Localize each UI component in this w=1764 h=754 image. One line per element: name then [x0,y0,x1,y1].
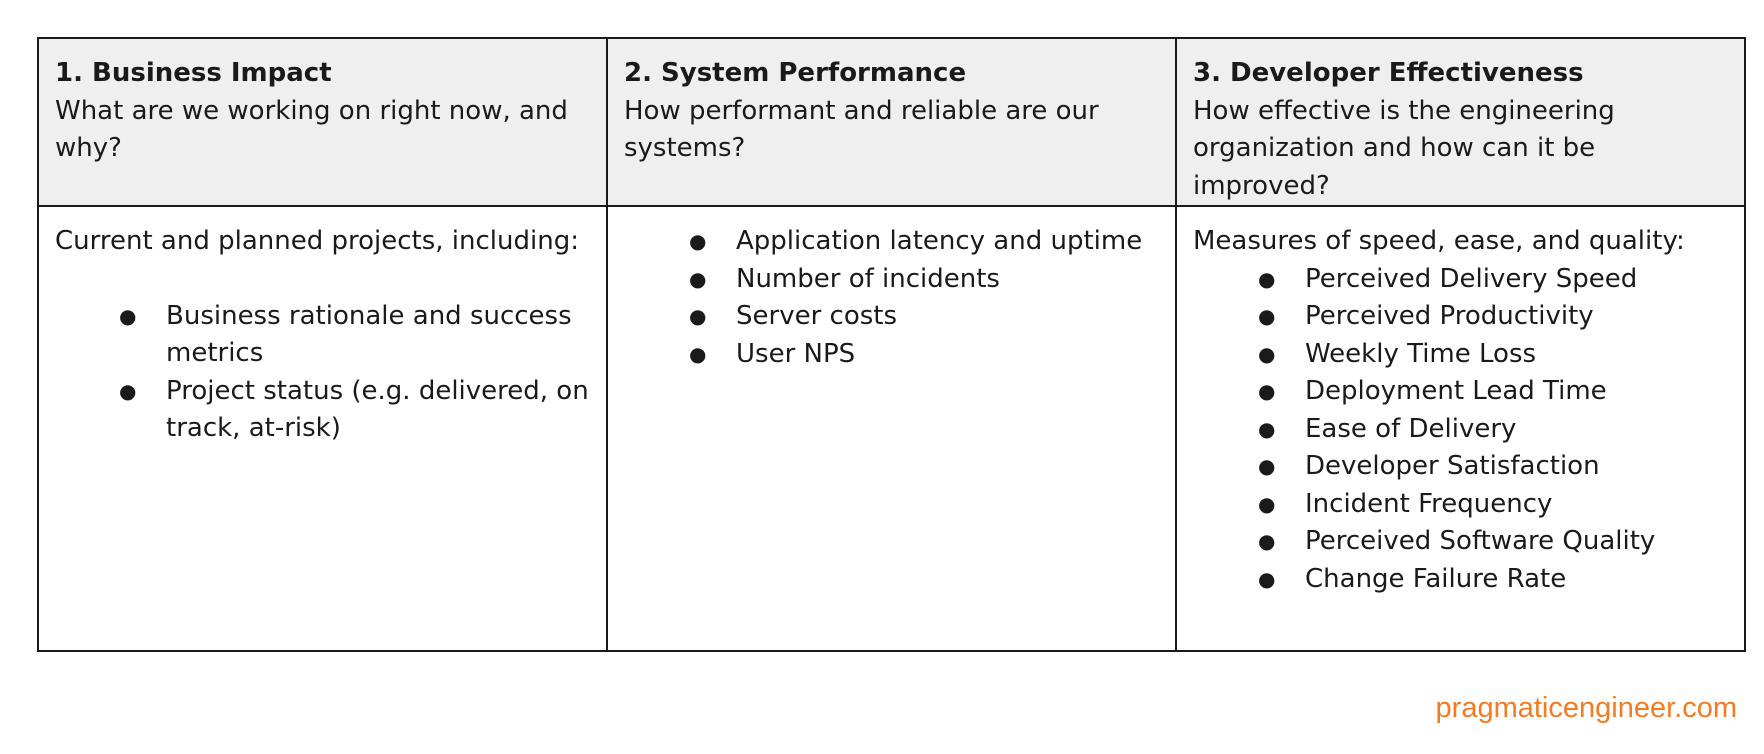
bullet-list [119,298,590,448]
body-cell-business-impact [38,206,607,651]
list-item [689,223,1159,261]
cell-intro: Current and planned projects, including: [55,226,579,256]
bullet-icon: ● [1258,304,1276,328]
bullet-icon: ● [1258,266,1276,291]
column-question: How effective is the engineering organization and how can it be improved? [1193,95,1615,201]
column-title: 3. Developer Effectiveness [1193,58,1584,88]
list-item [1258,261,1728,299]
list-item-text: Deployment Lead Time [1305,376,1607,406]
bullet-list [689,223,1159,373]
list-item [1258,448,1728,486]
bullet-icon: ● [1258,454,1276,478]
bullet-icon: ● [1258,566,1276,591]
list-item-text: Number of incidents [736,263,1000,294]
bullet-icon: ● [689,229,707,253]
list-item-text: User NPS [736,338,856,369]
bullet-icon: ● [119,378,137,403]
list-item-text: Incident Frequency [1305,488,1553,519]
list-item [1258,373,1728,411]
list-item-text: Developer Satisfaction [1305,451,1600,481]
list-item-text: Change Failure Rate [1305,563,1567,594]
source-watermark: pragmaticengineer.com [1435,692,1737,724]
bullet-icon: ● [1258,341,1276,366]
bullet-icon: ● [1258,379,1276,403]
list-item [689,298,1159,336]
header-cell-developer-effectiveness [1176,38,1745,206]
list-item-text: Ease of Delivery [1305,413,1517,444]
list-item-text: Weekly Time Loss [1305,338,1537,369]
list-item [689,336,1159,374]
list-item [1258,336,1728,374]
header-cell-system-performance [607,38,1176,206]
list-item [1258,523,1728,561]
table-body-row [38,206,1745,651]
bullet-icon: ● [689,341,707,366]
list-item [119,298,590,373]
list-item [689,261,1159,299]
table-header-row [38,38,1745,206]
list-item [1258,298,1728,336]
bullet-icon: ● [1258,491,1276,516]
list-item-text: Business rationale and success metrics [166,300,572,368]
bullet-icon: ● [1258,416,1276,441]
column-title: 1. Business Impact [55,58,332,88]
bullet-icon: ● [119,303,137,328]
bullet-icon: ● [1258,529,1276,553]
list-item [1258,486,1728,524]
list-item-text: Project status (e.g. delivered, on track, at-risk) [166,375,589,443]
list-item [119,373,590,448]
column-question: How performant and reliable are our systems? [624,95,1099,163]
body-cell-developer-effectiveness [1176,206,1745,651]
list-item-text: Server costs [736,301,898,331]
body-cell-system-performance [607,206,1176,651]
list-item-text: Application latency and uptime [736,226,1143,256]
column-question: What are we working on right now, and why? [55,95,568,163]
cell-intro: Measures of speed, ease, and quality: [1193,226,1685,256]
column-title: 2. System Performance [624,58,967,88]
framework-table [37,37,1746,652]
bullet-icon: ● [689,304,707,328]
bullet-list [1258,261,1728,599]
list-item-text: Perceived Delivery Speed [1305,263,1638,294]
list-item-text: Perceived Productivity [1305,301,1594,331]
list-item [1258,561,1728,599]
list-item [1258,411,1728,449]
list-item-text: Perceived Software Quality [1305,526,1656,556]
bullet-icon: ● [689,266,707,291]
header-cell-business-impact [38,38,607,206]
